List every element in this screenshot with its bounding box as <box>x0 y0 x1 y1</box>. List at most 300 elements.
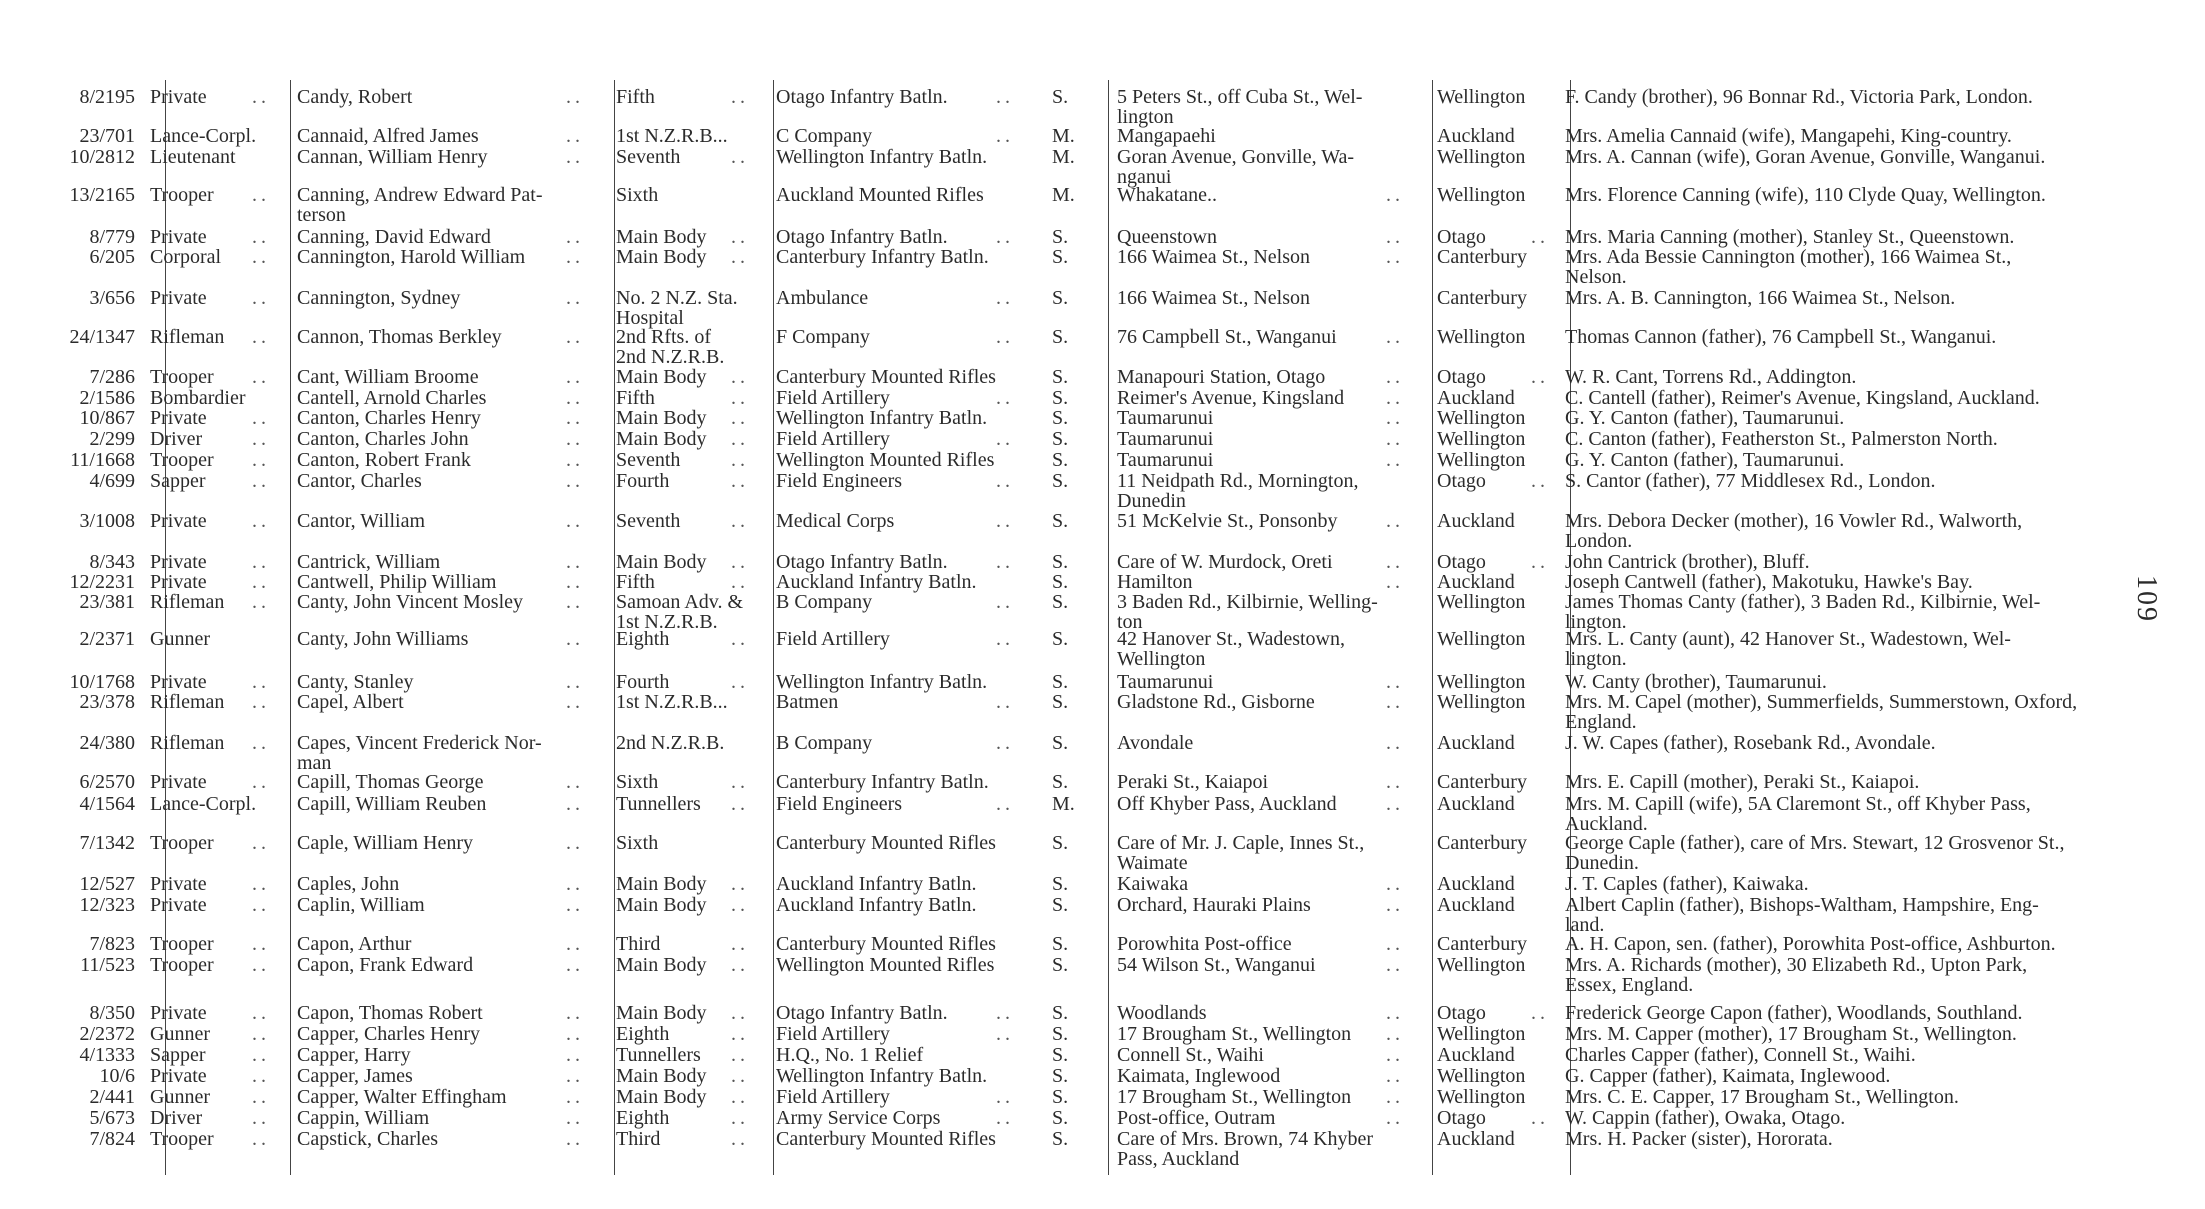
next-of-kin: S. Cantor (father), 77 Middlesex Rd., London. <box>1565 470 1936 492</box>
soldier-name: Canning, David Edward <box>297 226 491 248</box>
rank: Bombardier <box>150 387 246 409</box>
next-of-kin: Mrs. A. Richards (mother), 30 Elizabeth Rd., Upton Park, Essex, England. <box>1565 954 2028 996</box>
district: Wellington <box>1437 691 1526 713</box>
rank: Lance-Corpl. <box>150 125 257 147</box>
district: Canterbury <box>1437 246 1527 268</box>
company: Field Artillery <box>776 428 890 450</box>
unit: 2nd Rfts. of 2nd N.Z.R.B. <box>616 326 725 368</box>
next-of-kin: James Thomas Canty (father), 3 Baden Rd., Kilbirnie, Wel- lington. <box>1565 591 2041 633</box>
unit: Main Body <box>616 873 707 895</box>
marital-status: S. <box>1052 551 1069 573</box>
unit: 2nd N.Z.R.B. <box>616 732 725 754</box>
dot-leader: .. <box>1386 407 1404 429</box>
last-address: Avondale <box>1117 732 1194 754</box>
soldier-name: Capel, Albert <box>297 691 404 713</box>
next-of-kin: Mrs. Debora Decker (mother), 16 Vowler Rd., Walworth, London. <box>1565 510 2023 552</box>
company: Otago Infantry Batln. <box>776 86 948 108</box>
dot-leader: .. <box>566 591 584 613</box>
dot-leader: .. <box>566 894 584 916</box>
next-of-kin: Mrs. A. Cannan (wife), Goran Avenue, Gonville, Wanganui. <box>1565 146 2046 168</box>
company: Otago Infantry Batln. <box>776 226 948 248</box>
rank: Private <box>150 671 207 693</box>
dot-leader: .. <box>1386 246 1404 268</box>
marital-status: S. <box>1052 1086 1069 1108</box>
company: Canterbury Mounted Rifles <box>776 1128 996 1150</box>
dot-leader: .. <box>1531 366 1549 388</box>
rank: Trooper <box>150 933 214 955</box>
next-of-kin: Mrs. H. Packer (sister), Hororata. <box>1565 1128 1833 1150</box>
unit: Seventh <box>616 146 681 168</box>
district: Canterbury <box>1437 287 1527 309</box>
dot-leader: .. <box>731 571 749 593</box>
last-address: 3 Baden Rd., Kilbirnie, Welling- ton <box>1117 591 1378 633</box>
district: Wellington <box>1437 671 1526 693</box>
rank: Private <box>150 407 207 429</box>
dot-leader: .. <box>566 1065 584 1087</box>
soldier-name: Cannington, Sydney <box>297 287 461 309</box>
company: B Company <box>776 732 873 754</box>
last-address: Taumarunui <box>1117 407 1214 429</box>
next-of-kin: Mrs. Florence Canning (wife), 110 Clyde Quay, Wellington. <box>1565 184 2046 206</box>
dot-leader: .. <box>1386 1023 1404 1045</box>
company: Wellington Infantry Batln. <box>776 671 988 693</box>
unit: Fourth <box>616 470 670 492</box>
marital-status: S. <box>1052 1002 1069 1024</box>
last-address: Reimer's Avenue, Kingsland <box>1117 387 1345 409</box>
unit: Sixth <box>616 832 659 854</box>
regimental-number: 3/1008 <box>79 510 135 532</box>
dot-leader: .. <box>566 326 584 348</box>
last-address: 51 McKelvie St., Ponsonby <box>1117 510 1338 532</box>
dot-leader: .. <box>252 1065 270 1087</box>
marital-status: S. <box>1052 1044 1069 1066</box>
dot-leader: .. <box>566 226 584 248</box>
dot-leader: .. <box>252 1128 270 1150</box>
dot-leader: .. <box>252 691 270 713</box>
district: Wellington <box>1437 326 1526 348</box>
last-address: Taumarunui <box>1117 449 1214 471</box>
company: Canterbury Mounted Rifles <box>776 832 996 854</box>
dot-leader: .. <box>731 86 749 108</box>
district: Auckland <box>1437 510 1515 532</box>
soldier-name: Capstick, Charles <box>297 1128 439 1150</box>
regimental-number: 4/699 <box>89 470 135 492</box>
dot-leader: .. <box>1386 428 1404 450</box>
regimental-number: 5/673 <box>89 1107 135 1129</box>
regimental-number: 12/323 <box>79 894 135 916</box>
next-of-kin: W. R. Cant, Torrens Rd., Addington. <box>1565 366 1857 388</box>
dot-leader: .. <box>566 793 584 815</box>
page-number: 109 <box>2131 575 2162 623</box>
last-address: Taumarunui <box>1117 428 1214 450</box>
dot-leader: .. <box>566 571 584 593</box>
dot-leader: .. <box>1386 894 1404 916</box>
company: Field Artillery <box>776 1023 890 1045</box>
rank: Private <box>150 894 207 916</box>
company: H.Q., No. 1 Relief <box>776 1044 924 1066</box>
soldier-name: Caple, William Henry <box>297 832 474 854</box>
marital-status: S. <box>1052 671 1069 693</box>
soldier-name: Canton, Charles John <box>297 428 469 450</box>
next-of-kin: C. Canton (father), Featherston St., Palmerston North. <box>1565 428 1998 450</box>
dot-leader: .. <box>1386 1002 1404 1024</box>
unit: Main Body <box>616 366 707 388</box>
unit: Main Body <box>616 551 707 573</box>
district: Otago <box>1437 470 1486 492</box>
company: Field Engineers <box>776 793 903 815</box>
marital-status: S. <box>1052 954 1069 976</box>
company: Wellington Infantry Batln. <box>776 146 988 168</box>
dot-leader: .. <box>566 428 584 450</box>
last-address: Taumarunui <box>1117 671 1214 693</box>
district: Wellington <box>1437 628 1526 650</box>
rank: Rifleman <box>150 732 225 754</box>
dot-leader: .. <box>1386 671 1404 693</box>
dot-leader: .. <box>252 449 270 471</box>
next-of-kin: George Caple (father), care of Mrs. Stewart, 12 Grosvenor St., Dunedin. <box>1565 832 2065 874</box>
rank: Trooper <box>150 449 214 471</box>
dot-leader: .. <box>1531 470 1549 492</box>
dot-leader: .. <box>566 125 584 147</box>
dot-leader: .. <box>996 1002 1014 1024</box>
last-address: Care of Mr. J. Caple, Innes St., Waimate <box>1117 832 1365 874</box>
next-of-kin: G. Y. Canton (father), Taumarunui. <box>1565 449 1845 471</box>
regimental-number: 7/824 <box>89 1128 135 1150</box>
next-of-kin: Mrs. A. B. Cannington, 166 Waimea St., Nelson. <box>1565 287 1956 309</box>
dot-leader: .. <box>1386 1044 1404 1066</box>
dot-leader: .. <box>252 1002 270 1024</box>
soldier-name: Canton, Charles Henry <box>297 407 481 429</box>
next-of-kin: Mrs. M. Capill (wife), 5A Claremont St., off Khyber Pass, Auckland. <box>1565 793 2031 835</box>
dot-leader: .. <box>566 1107 584 1129</box>
regimental-number: 2/441 <box>89 1086 135 1108</box>
dot-leader: .. <box>731 1002 749 1024</box>
soldier-name: Cantor, Charles <box>297 470 422 492</box>
dot-leader: .. <box>996 287 1014 309</box>
marital-status: S. <box>1052 894 1069 916</box>
district: Otago <box>1437 551 1486 573</box>
marital-status: S. <box>1052 1107 1069 1129</box>
marital-status: S. <box>1052 732 1069 754</box>
unit: Samoan Adv. & 1st N.Z.R.B. <box>616 591 744 633</box>
regimental-number: 10/2812 <box>69 146 135 168</box>
district: Otago <box>1437 366 1486 388</box>
marital-status: S. <box>1052 1023 1069 1045</box>
soldier-name: Capper, Walter Effingham <box>297 1086 507 1108</box>
dot-leader: .. <box>252 571 270 593</box>
marital-status: S. <box>1052 771 1069 793</box>
dot-leader: .. <box>996 732 1014 754</box>
dot-leader: .. <box>731 873 749 895</box>
next-of-kin: J. W. Capes (father), Rosebank Rd., Avondale. <box>1565 732 1936 754</box>
rank: Rifleman <box>150 326 225 348</box>
dot-leader: .. <box>731 510 749 532</box>
regimental-number: 7/286 <box>89 366 135 388</box>
dot-leader: .. <box>566 146 584 168</box>
soldier-name: Canty, John Vincent Mosley <box>297 591 524 613</box>
last-address: 76 Campbell St., Wanganui <box>1117 326 1337 348</box>
last-address: Gladstone Rd., Gisborne <box>1117 691 1315 713</box>
rank: Private <box>150 571 207 593</box>
next-of-kin: John Cantrick (brother), Bluff. <box>1565 551 1810 573</box>
last-address: Porowhita Post-office <box>1117 933 1292 955</box>
dot-leader: .. <box>731 1044 749 1066</box>
dot-leader: .. <box>566 510 584 532</box>
next-of-kin: Thomas Cannon (father), 76 Campbell St., Wanganui. <box>1565 326 1997 348</box>
dot-leader: .. <box>566 628 584 650</box>
rank: Trooper <box>150 1128 214 1150</box>
last-address: Hamilton <box>1117 571 1193 593</box>
dot-leader: .. <box>996 326 1014 348</box>
dot-leader: .. <box>996 387 1014 409</box>
company: F Company <box>776 326 870 348</box>
last-address: 5 Peters St., off Cuba St., Wel- lington <box>1117 86 1363 128</box>
dot-leader: .. <box>566 407 584 429</box>
dot-leader: .. <box>996 691 1014 713</box>
marital-status: S. <box>1052 691 1069 713</box>
rank: Rifleman <box>150 691 225 713</box>
unit: Seventh <box>616 449 681 471</box>
company: Army Service Corps <box>776 1107 941 1129</box>
soldier-name: Canty, Stanley <box>297 671 414 693</box>
unit: Fifth <box>616 387 655 409</box>
dot-leader: .. <box>996 125 1014 147</box>
next-of-kin: Mrs. Maria Canning (mother), Stanley St., Queenstown. <box>1565 226 2015 248</box>
soldier-name: Canty, John Williams <box>297 628 469 650</box>
district: Auckland <box>1437 793 1515 815</box>
last-address: Care of W. Murdock, Oreti <box>1117 551 1333 573</box>
marital-status: M. <box>1052 793 1075 815</box>
rank: Lance-Corpl. <box>150 793 257 815</box>
rank: Private <box>150 771 207 793</box>
soldier-name: Capper, James <box>297 1065 413 1087</box>
regimental-number: 6/2570 <box>79 771 135 793</box>
rank: Private <box>150 287 207 309</box>
marital-status: S. <box>1052 470 1069 492</box>
district: Wellington <box>1437 86 1526 108</box>
last-address: Off Khyber Pass, Auckland <box>1117 793 1337 815</box>
marital-status: S. <box>1052 226 1069 248</box>
unit: Tunnellers <box>616 1044 701 1066</box>
last-address: Kaiwaka <box>1117 873 1189 895</box>
dot-leader: .. <box>252 1107 270 1129</box>
regimental-number: 11/523 <box>80 954 135 976</box>
rank: Trooper <box>150 184 214 206</box>
rank: Gunner <box>150 628 210 650</box>
dot-leader: .. <box>566 933 584 955</box>
district: Auckland <box>1437 894 1515 916</box>
dot-leader: .. <box>252 184 270 206</box>
dot-leader: .. <box>252 246 270 268</box>
dot-leader: .. <box>996 510 1014 532</box>
regimental-number: 4/1564 <box>79 793 135 815</box>
unit: Main Body <box>616 428 707 450</box>
dot-leader: .. <box>566 366 584 388</box>
dot-leader: .. <box>566 1044 584 1066</box>
next-of-kin: Charles Capper (father), Connell St., Waihi. <box>1565 1044 1916 1066</box>
next-of-kin: Mrs. M. Capel (mother), Summerfields, Summerstown, Oxford, England. <box>1565 691 2078 733</box>
unit: Fifth <box>616 86 655 108</box>
soldier-name: Cantwell, Philip William <box>297 571 497 593</box>
dot-leader: .. <box>566 86 584 108</box>
unit: Third <box>616 1128 661 1150</box>
company: Field Artillery <box>776 1086 890 1108</box>
rank: Trooper <box>150 366 214 388</box>
marital-status: S. <box>1052 933 1069 955</box>
next-of-kin: Mrs. M. Capper (mother), 17 Brougham St., Wellington. <box>1565 1023 2017 1045</box>
last-address: Peraki St., Kaiapoi <box>1117 771 1269 793</box>
dot-leader: .. <box>1386 1107 1404 1129</box>
unit: Main Body <box>616 1002 707 1024</box>
rank: Private <box>150 86 207 108</box>
dot-leader: .. <box>731 628 749 650</box>
dot-leader: .. <box>252 1086 270 1108</box>
district: Auckland <box>1437 125 1515 147</box>
last-address: 166 Waimea St., Nelson <box>1117 287 1310 309</box>
dot-leader: .. <box>252 287 270 309</box>
rank: Trooper <box>150 954 214 976</box>
next-of-kin: Mrs. C. E. Capper, 17 Brougham St., Wellington. <box>1565 1086 1959 1108</box>
company: Canterbury Infantry Batln. <box>776 771 989 793</box>
regimental-number: 13/2165 <box>69 184 135 206</box>
marital-status: S. <box>1052 366 1069 388</box>
unit: Main Body <box>616 954 707 976</box>
soldier-name: Capill, William Reuben <box>297 793 487 815</box>
dot-leader: .. <box>1531 226 1549 248</box>
company: Canterbury Mounted Rifles <box>776 366 996 388</box>
unit: Main Body <box>616 1065 707 1087</box>
regimental-number: 3/656 <box>89 287 135 309</box>
dot-leader: .. <box>731 933 749 955</box>
company: Wellington Mounted Rifles <box>776 449 995 471</box>
dot-leader: .. <box>252 832 270 854</box>
regimental-number: 7/1342 <box>79 832 135 854</box>
soldier-name: Capill, Thomas George <box>297 771 484 793</box>
dot-leader: .. <box>1386 551 1404 573</box>
district: Otago <box>1437 1107 1486 1129</box>
company: Batmen <box>776 691 839 713</box>
dot-leader: .. <box>1386 226 1404 248</box>
soldier-name: Capon, Arthur <box>297 933 412 955</box>
last-address: 54 Wilson St., Wanganui <box>1117 954 1316 976</box>
next-of-kin: W. Cappin (father), Owaka, Otago. <box>1565 1107 1846 1129</box>
unit: Eighth <box>616 1107 670 1129</box>
dot-leader: .. <box>252 428 270 450</box>
district: Canterbury <box>1437 933 1527 955</box>
next-of-kin: Mrs. E. Capill (mother), Peraki St., Kaiapoi. <box>1565 771 1920 793</box>
dot-leader: .. <box>731 894 749 916</box>
dot-leader: .. <box>731 407 749 429</box>
rank: Corporal <box>150 246 222 268</box>
dot-leader: .. <box>252 954 270 976</box>
regimental-number: 23/378 <box>79 691 135 713</box>
soldier-name: Caplin, William <box>297 894 425 916</box>
rank: Driver <box>150 428 203 450</box>
last-address: Connell St., Waihi <box>1117 1044 1264 1066</box>
regimental-number: 6/205 <box>89 246 135 268</box>
dot-leader: .. <box>731 366 749 388</box>
unit: Main Body <box>616 1086 707 1108</box>
rank: Private <box>150 510 207 532</box>
rank: Gunner <box>150 1086 210 1108</box>
last-address: Whakatane.. <box>1117 184 1217 206</box>
soldier-name: Canton, Robert Frank <box>297 449 471 471</box>
unit: Main Body <box>616 246 707 268</box>
dot-leader: .. <box>996 1086 1014 1108</box>
dot-leader: .. <box>566 1086 584 1108</box>
district: Otago <box>1437 226 1486 248</box>
dot-leader: .. <box>566 1128 584 1150</box>
soldier-name: Capon, Frank Edward <box>297 954 474 976</box>
dot-leader: .. <box>1386 933 1404 955</box>
last-address: Post-office, Outram <box>1117 1107 1276 1129</box>
dot-leader: .. <box>731 671 749 693</box>
company: Canterbury Mounted Rifles <box>776 933 996 955</box>
dot-leader: .. <box>252 933 270 955</box>
dot-leader: .. <box>252 326 270 348</box>
dot-leader: .. <box>731 428 749 450</box>
dot-leader: .. <box>252 894 270 916</box>
marital-status: S. <box>1052 1128 1069 1150</box>
last-address: 11 Neidpath Rd., Mornington, Dunedin <box>1117 470 1359 512</box>
dot-leader: .. <box>252 86 270 108</box>
regimental-number: 24/1347 <box>69 326 135 348</box>
district: Auckland <box>1437 387 1515 409</box>
unit: Eighth <box>616 1023 670 1045</box>
regimental-number: 4/1333 <box>79 1044 135 1066</box>
company: Ambulance <box>776 287 869 309</box>
dot-leader: .. <box>1386 1086 1404 1108</box>
next-of-kin: G. Y. Canton (father), Taumarunui. <box>1565 407 1845 429</box>
dot-leader: .. <box>1386 510 1404 532</box>
regimental-number: 8/2195 <box>79 86 135 108</box>
regimental-number: 2/1586 <box>79 387 135 409</box>
rank: Rifleman <box>150 591 225 613</box>
unit: Fourth <box>616 671 670 693</box>
dot-leader: .. <box>252 551 270 573</box>
regimental-number: 7/823 <box>89 933 135 955</box>
dot-leader: .. <box>731 246 749 268</box>
last-address: Orchard, Hauraki Plains <box>1117 894 1311 916</box>
last-address: Manapouri Station, Otago <box>1117 366 1326 388</box>
dot-leader: .. <box>731 1086 749 1108</box>
company: B Company <box>776 591 873 613</box>
marital-status: M. <box>1052 184 1075 206</box>
dot-leader: .. <box>252 470 270 492</box>
company: Otago Infantry Batln. <box>776 1002 948 1024</box>
dot-leader: .. <box>1386 326 1404 348</box>
last-address: Goran Avenue, Gonville, Wa- nganui <box>1117 146 1355 188</box>
dot-leader: .. <box>731 954 749 976</box>
marital-status: S. <box>1052 628 1069 650</box>
dot-leader: .. <box>1386 1065 1404 1087</box>
dot-leader: .. <box>252 510 270 532</box>
dot-leader: .. <box>252 591 270 613</box>
company: Field Engineers <box>776 470 903 492</box>
district: Auckland <box>1437 1128 1515 1150</box>
rank: Private <box>150 226 207 248</box>
district: Auckland <box>1437 732 1515 754</box>
soldier-name: Cannon, Thomas Berkley <box>297 326 502 348</box>
next-of-kin: A. H. Capon, sen. (father), Porowhita Post-office, Ashburton. <box>1565 933 2056 955</box>
district: Auckland <box>1437 571 1515 593</box>
dot-leader: .. <box>566 832 584 854</box>
dot-leader: .. <box>1386 691 1404 713</box>
dot-leader: .. <box>731 470 749 492</box>
district: Canterbury <box>1437 832 1527 854</box>
next-of-kin: Frederick George Capon (father), Woodlands, Southland. <box>1565 1002 2023 1024</box>
dot-leader: .. <box>731 1107 749 1129</box>
